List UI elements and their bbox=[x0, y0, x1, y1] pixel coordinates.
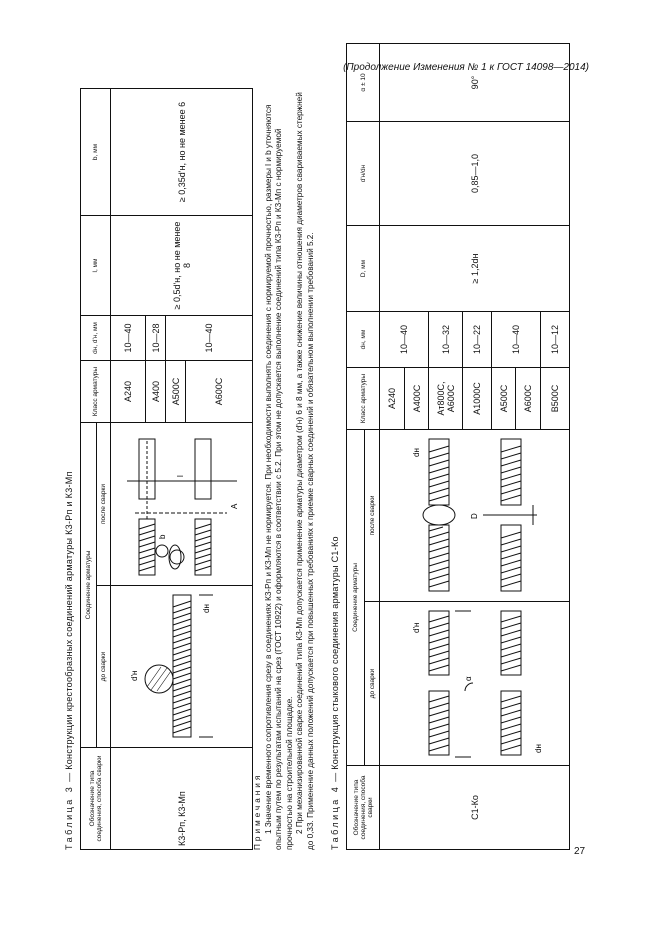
table3-header-before: до сварки bbox=[97, 586, 111, 748]
fig-label-D: D bbox=[469, 513, 479, 520]
table3-header-diam: dн, d'н, мм bbox=[81, 316, 111, 361]
table3-fig-before-cell bbox=[111, 586, 253, 748]
table3-fig-after-cell bbox=[111, 423, 253, 586]
note-2: 2 При механизированной сварке соединений типа К3-Мп допускается применение арматуры диаметром (d'н) 6 и 8 мм, а также снижение величины отношения диаметров свариваемых стержней до 0,33. Применение данных положений допускается при повышенных требованиях к приемке сварных соединений и обязательном выполнении требований 5.2. bbox=[295, 92, 315, 850]
table4-D-cell: ≥ 1,2dн bbox=[380, 226, 570, 312]
table4-header-class: Класс арматуры bbox=[347, 368, 380, 430]
table4-header-after: после сварки bbox=[364, 430, 380, 602]
cross-joint-before-figure bbox=[117, 592, 247, 742]
fig-label-dp: d'н bbox=[411, 623, 421, 634]
table4-header-alpha: α ± 10 bbox=[347, 44, 380, 122]
table4-header-diam: dн, мм bbox=[347, 312, 380, 368]
table4-class-cell: А240 bbox=[380, 368, 405, 430]
table3-class-cell: А400 bbox=[146, 361, 166, 423]
table3 bbox=[80, 88, 253, 850]
table4-caption: Таблица 4 — Конструкция стыкового соединения арматуры С1-Ко bbox=[330, 536, 340, 850]
table3-class-cell: А600С bbox=[186, 361, 253, 423]
table3-diam-cell: 10—40 bbox=[111, 316, 146, 361]
table4-ratio-cell: 0,85—1,0 bbox=[380, 122, 570, 226]
table4-alpha-cell: 90° bbox=[380, 44, 570, 122]
table3-caption: Таблица 3 — Конструкции крестообразных соединений арматуры К3-Рп и К3-Мп bbox=[64, 471, 74, 850]
table3-diam-cell: 10—28 bbox=[146, 316, 166, 361]
table4-header-before: до сварки bbox=[364, 602, 380, 766]
table3-l-cell: ≥ 0,5d'н, но не менее 8 bbox=[111, 216, 253, 316]
table3-diam-cell: 10—40 bbox=[166, 316, 253, 361]
table3-class-cell: А240 bbox=[111, 361, 146, 423]
table4-class-cell: Ат800С, А600С bbox=[429, 368, 462, 430]
butt-joint-after-figure bbox=[405, 434, 545, 598]
table4-header-connection: Соединение арматуры bbox=[347, 430, 365, 766]
table3-b-cell: ≥ 0,35d'н, но не менее 6 bbox=[111, 89, 253, 216]
continuation-header: (Продолжение Изменения № 1 к ГОСТ 14098—2014) bbox=[343, 62, 589, 73]
table4-class-cell: В500С bbox=[540, 368, 569, 430]
table4-fig-after-cell bbox=[380, 430, 570, 602]
table3-header-type: Обозначение типа соединения, способа сварки bbox=[81, 748, 111, 850]
table4-class-cell: А600С bbox=[516, 368, 541, 430]
fig-label-A: А bbox=[229, 503, 239, 509]
table3-type-cell: К3-Рп, К3-Мп bbox=[111, 748, 253, 850]
table4-diam-cell: 10—32 bbox=[429, 312, 462, 368]
table4 bbox=[346, 43, 570, 850]
table4-diam-cell: 10—40 bbox=[491, 312, 540, 368]
table4-header-D: D, мм bbox=[347, 226, 380, 312]
note-1: 1 Значение временного сопротивления срезу в соединениях К3-Рп и К3-Мп не нормируется. При необходимости выполнять соединения с нормируемой прочностью, размеры l и b уточняются опытным путем по результатам испытаний на срез (ГОСТ 10922) и оформляются в соответствии с 5.2. При этом не допускается выполнение соединений типа К3-Рп и К3-Мп с нормируемой прочностью на строительной площадке. bbox=[263, 104, 294, 850]
cross-joint-after-figure bbox=[117, 429, 247, 579]
notes-heading: Примечания bbox=[253, 772, 262, 850]
table4-type-cell: С1-Ко bbox=[380, 766, 570, 850]
table4-class-cell: А1000С bbox=[462, 368, 491, 430]
table3-header-b: b, мм bbox=[81, 89, 111, 216]
rotated-page-content bbox=[60, 73, 580, 850]
table3-class-cell: А500С bbox=[166, 361, 186, 423]
table3-header-l: l, мм bbox=[81, 216, 111, 316]
table3-notes bbox=[253, 87, 317, 850]
fig-label-dp: d'н bbox=[129, 671, 139, 682]
fig-label-b: b bbox=[157, 534, 167, 539]
table4-diam-cell: 10—12 bbox=[540, 312, 569, 368]
table3-header-class: Класс арматуры bbox=[81, 361, 111, 423]
table4-class-cell: А500С bbox=[491, 368, 516, 430]
fig-label-l: l bbox=[175, 475, 185, 477]
butt-joint-before-figure bbox=[405, 606, 545, 762]
table4-diam-cell: 10—40 bbox=[380, 312, 429, 368]
fig-label-dn: dн bbox=[411, 448, 421, 458]
table4-fig-before-cell bbox=[380, 602, 570, 766]
fig-label-dn: dн bbox=[201, 604, 211, 614]
table4-class-cell: А400С bbox=[404, 368, 429, 430]
table4-header-ratio: d'н/dн bbox=[347, 122, 380, 226]
fig-label-dn: dн bbox=[533, 744, 543, 754]
page-number: 27 bbox=[574, 846, 586, 857]
table4-header-type: Обозначение типа соединения, способа сварки bbox=[347, 766, 380, 850]
table3-header-connection: Соединение арматуры bbox=[81, 423, 97, 748]
table3-header-after: после сварки bbox=[97, 423, 111, 586]
table4-diam-cell: 10—22 bbox=[462, 312, 491, 368]
fig-label-alpha: α bbox=[463, 676, 473, 682]
